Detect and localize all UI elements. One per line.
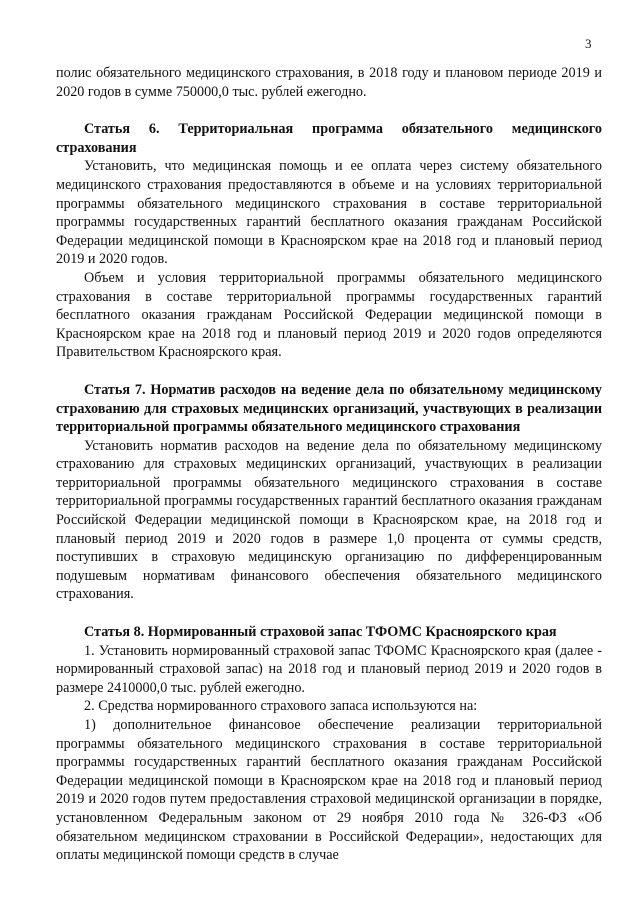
page-number: 3 — [585, 36, 592, 51]
article-7-heading: Статья 7. Норматив расходов на ведение дела по обязательному медицинскому страхованию для страховых медицинских организаций, участвующих в реализации территориальной программы обязательного медицинского страхования — [56, 381, 602, 436]
article-6 — [56, 120, 602, 362]
article-6-heading: Статья 6. Территориальная программа обязательного медицинского страхования — [56, 121, 602, 156]
article-8 — [56, 623, 602, 865]
document-body — [56, 64, 602, 865]
article-8-paragraph: 1) дополнительное финансовое обеспечение реализации территориальной программы обязательного медицинского страхования в составе территориальной программы государственных гарантий бесплатного оказания гражданам Российской Федерации медицинской помощи в Красноярском крае на 2018 год и плановый период 2019 и 2020 годов путем предоставления страховой медицинской организации в порядке, установленном Федеральным законом от 29 ноября 2010 года № 326-ФЗ «Об обязательном медицинском страховании в Российской Федерации», недостающих для оплаты медицинской помощи средств в случае — [56, 717, 602, 864]
article-8-paragraph: 1. Установить нормированный страховой запас ТФОМС Красноярского края (далее - нормированный страховой запас) на 2018 год и плановый период 2019 и 2020 годов в размере 2410000,0 тыс. рублей ежегодно. — [56, 642, 602, 696]
article-8-heading: Статья 8. Нормированный страховой запас ТФОМС Красноярского края — [84, 624, 557, 641]
article-7 — [56, 381, 602, 604]
article-6-paragraph: Установить, что медицинская помощь и ее оплата через систему обязательного медицинского страхования предоставляются в объеме и на условиях территориальной программы обязательного медицинского страхования в составе территориальной программы государственных гарантий бесплатного оказания гражданам Российской Федерации медицинской помощи в Красноярском крае на 2018 год и плановый период 2019 и 2020 годов. — [56, 158, 602, 268]
article-8-paragraph: 2. Средства нормированного страхового запаса используются на: — [84, 698, 478, 715]
article-7-paragraph: Установить норматив расходов на ведение дела по обязательному медицинскому страхованию для страховых медицинских организаций, участвующих в реализации территориальной программы обязательного медицинского страхования в составе территориальной программы государственных гарантий бесплатного оказания гражданам Российской Федерации медицинской помощи в Красноярском крае, на 2018 год и плановый период 2019 и 2020 годов в размере 1,0 процента от суммы средств, поступивших в страховую медицинскую организацию по дифференцированным подушевым нормативам финансового обеспечения обязательного медицинского страхования. — [56, 437, 602, 603]
article-6-paragraph: Объем и условия территориальной программы обязательного медицинского страхования в составе территориальной программы государственных гарантий бесплатного оказания гражданам Российской Федерации медицинской помощи в Красноярском крае на 2018 год и плановый период 2019 и 2020 годов определяются Правительством Красноярского края. — [56, 269, 602, 361]
intro-paragraph: полис обязательного медицинского страхования, в 2018 году и плановом периоде 2019 и 2020 годов в сумме 750000,0 тыс. рублей ежегодно. — [56, 65, 602, 100]
